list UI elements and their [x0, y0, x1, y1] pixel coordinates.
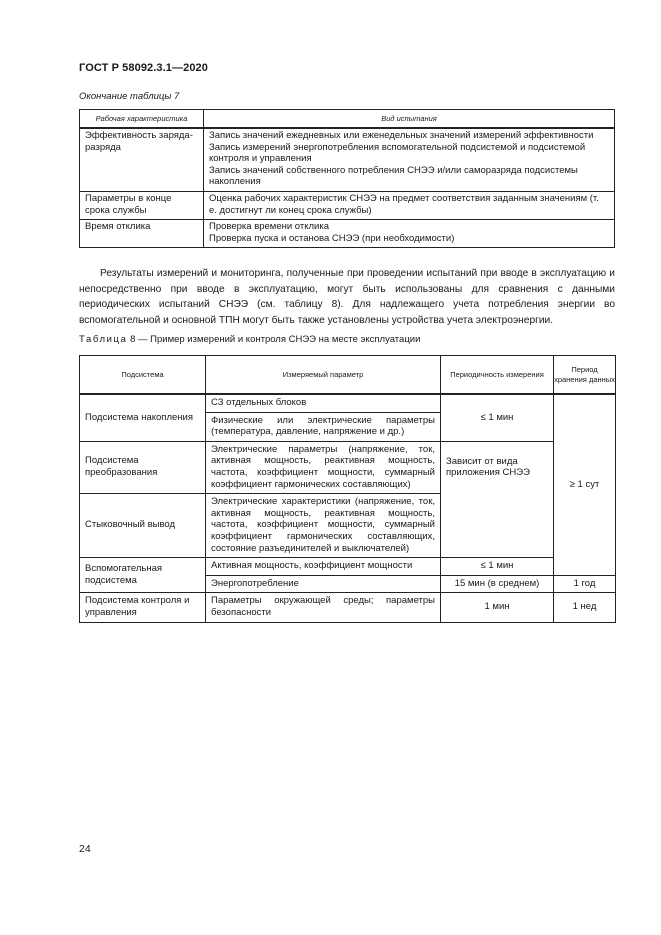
- table-row: [80, 558, 616, 576]
- table-header-row: [80, 356, 616, 395]
- table-row: [80, 220, 615, 248]
- col-header-subsystem: Подсистема: [80, 356, 206, 395]
- subsystem-cell: Стыковочный вывод: [80, 494, 206, 558]
- parameter-cell: Параметры окружающей среды; параметры безопасности: [206, 593, 441, 622]
- parameter-cell: Активная мощность, коэффициент мощности: [206, 558, 441, 576]
- table7-caption: Окончание таблицы 7: [79, 91, 180, 102]
- parameter-cell: Электрические характеристики (напряжение, ток, активная мощность, реактивная мощность, частота, коэффициент мощности, суммарный коэффициент гармонических составляющих, состояние разъединителей и выключателей): [206, 494, 441, 558]
- parameter-cell: Электрические параметры (напряжение, ток, активная мощность, реактивная мощность, частота, коэффициент мощности, суммарный коэффициент гармонических составляющих): [206, 441, 441, 493]
- test-line: Запись значений ежедневных или еженедельных значений измерений эффективности: [209, 130, 594, 141]
- subsystem-cell: Подсистема преобразования: [80, 441, 206, 493]
- col-header-parameter: Измеряемый параметр: [206, 356, 441, 395]
- table8-caption: [79, 334, 420, 345]
- test-line: Проверка пуска и останова СНЭЭ (при необходимости): [209, 232, 455, 244]
- subsystem-cell: Вспомогательная подсистема: [80, 558, 206, 593]
- frequency-cell: 15 мин (в среднем): [441, 575, 554, 593]
- frequency-cell: Зависит от вида приложения СНЭЭ: [441, 441, 554, 557]
- test-line: Запись значений собственного потребления СНЭЭ и/или саморазряда подсистемы накопления: [209, 164, 578, 188]
- retention-cell: 1 год: [554, 575, 616, 593]
- subsystem-cell: Подсистема контроля и управления: [80, 593, 206, 622]
- table-header-row: [80, 110, 615, 129]
- test-line: Запись измерений энергопотребления вспомогательной подсистемой и подсистемой контроля и управления: [209, 141, 586, 165]
- table-row: [80, 441, 616, 493]
- parameter-cell: Физические или электрические параметры (температура, давление, напряжение и др.): [206, 412, 441, 441]
- subsystem-cell: Подсистема накопления: [80, 394, 206, 441]
- table-row: [80, 394, 616, 412]
- col-header-characteristic: Рабочая характеристика: [80, 110, 204, 129]
- characteristic-cell: Параметры в конце срока службы: [80, 191, 204, 219]
- page-number: 24: [79, 843, 91, 855]
- col-header-retention: Период хранения данных: [554, 356, 616, 395]
- table-7: [79, 109, 615, 248]
- col-header-test-type: Вид испытания: [204, 110, 615, 129]
- body-paragraph: Результаты измерений и мониторинга, полученные при проведении испытаний при вводе в эксплуатацию и непосредственно при вводе в эксплуатацию, могут быть использованы для сравнения с данными периодических испытаний СНЭЭ (см. таблицу 8). Для надлежащего учета потребления энергии во вспомогательной и основной ТПН могут быть также установлены устройства учета электроэнергии.: [79, 268, 615, 326]
- characteristic-cell: Эффективность заряда-разряда: [80, 128, 204, 191]
- test-line: Проверка времени отклика: [209, 221, 329, 233]
- frequency-cell: ≤ 1 мин: [441, 558, 554, 576]
- table-row: [80, 128, 615, 191]
- parameter-cell: Энергопотребление: [206, 575, 441, 593]
- tests-cell: [204, 220, 615, 248]
- table-8: [79, 355, 616, 623]
- retention-cell: 1 нед: [554, 593, 616, 622]
- characteristic-cell: Время отклика: [80, 220, 204, 248]
- frequency-cell: 1 мин: [441, 593, 554, 622]
- table-row: [80, 593, 616, 622]
- table-row: [80, 191, 615, 219]
- parameter-cell: СЗ отдельных блоков: [206, 394, 441, 412]
- table8-caption-label: Таблица: [79, 334, 128, 345]
- table8-caption-text: 8 — Пример измерений и контроля СНЭЭ на месте эксплуатации: [127, 334, 421, 345]
- col-header-frequency: Периодичность измерения: [441, 356, 554, 395]
- standard-code: ГОСТ Р 58092.3.1—2020: [79, 62, 208, 74]
- tests-cell: [204, 128, 615, 191]
- test-line: Оценка рабочих характеристик СНЭЭ на предмет соответствия заданным значениям (т. е. достигнут ли конец срока службы): [209, 192, 599, 216]
- retention-cell: ≥ 1 сут: [554, 394, 616, 575]
- tests-cell: [204, 191, 615, 219]
- frequency-cell: ≤ 1 мин: [441, 394, 554, 441]
